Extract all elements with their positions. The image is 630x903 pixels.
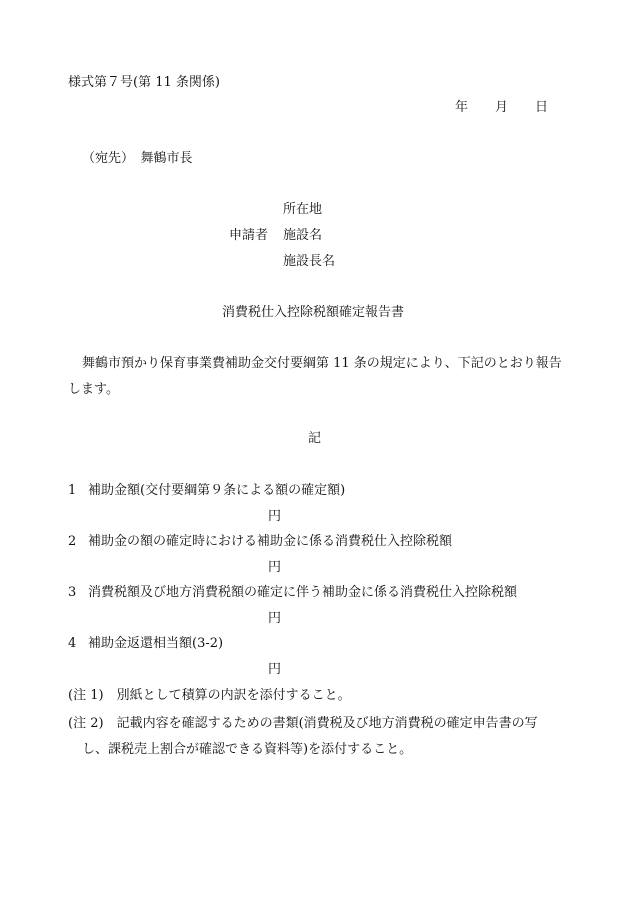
applicant-label: 申請者	[229, 228, 269, 243]
item-number: 3	[68, 585, 77, 600]
note-1	[68, 686, 351, 706]
date-month-label: 月	[495, 100, 509, 115]
facility-name-label: 施設名	[283, 228, 323, 243]
item-number: 4	[68, 636, 77, 651]
item-2-yen: 円	[268, 560, 282, 575]
date-year-label: 年	[455, 100, 469, 115]
note-prefix: (注 1)	[68, 688, 104, 703]
date-line	[455, 98, 548, 118]
note-2	[68, 711, 568, 763]
addressee: （宛先） 舞鶴市長	[82, 151, 193, 166]
note-text: 記載内容を確認するための書類(消費税及び地方消費税の確定申告書の写	[116, 716, 538, 731]
item-label: 補助金返還相当額(3-2)	[88, 636, 224, 651]
ki-heading: 記	[308, 431, 322, 446]
item-1	[68, 481, 345, 501]
item-4-yen: 円	[268, 662, 282, 677]
item-2	[68, 532, 452, 552]
item-label: 消費税額及び地方消費税額の確定に伴う補助金に係る消費税仕入控除税額	[88, 585, 518, 600]
item-label: 補助金の額の確定時における補助金に係る消費税仕入控除税額	[88, 534, 453, 549]
note-continuation: し、課税売上割合が確認できる資料等)を添付すること。	[82, 742, 413, 757]
item-1-yen: 円	[268, 509, 282, 524]
item-number: 1	[68, 483, 77, 498]
location-label: 所在地	[283, 202, 323, 217]
item-number: 2	[68, 534, 77, 549]
facility-director-label: 施設長名	[283, 254, 336, 269]
form-number: 様式第７号(第 11 条関係)	[68, 75, 220, 90]
item-4	[68, 634, 223, 654]
note-text: 別紙として積算の内訳を添付すること。	[116, 688, 351, 703]
body-paragraph: 舞鶴市預かり保育事業費補助金交付要綱第 11 条の規定により、下記のとおり報告します。	[68, 356, 562, 397]
item-3-yen: 円	[268, 611, 282, 626]
item-label: 補助金額(交付要綱第９条による額の確定額)	[88, 483, 346, 498]
item-3	[68, 583, 517, 603]
date-day-label: 日	[535, 100, 549, 115]
document-title: 消費税仕入控除税額確定報告書	[222, 305, 405, 320]
note-prefix: (注 2)	[68, 716, 104, 731]
